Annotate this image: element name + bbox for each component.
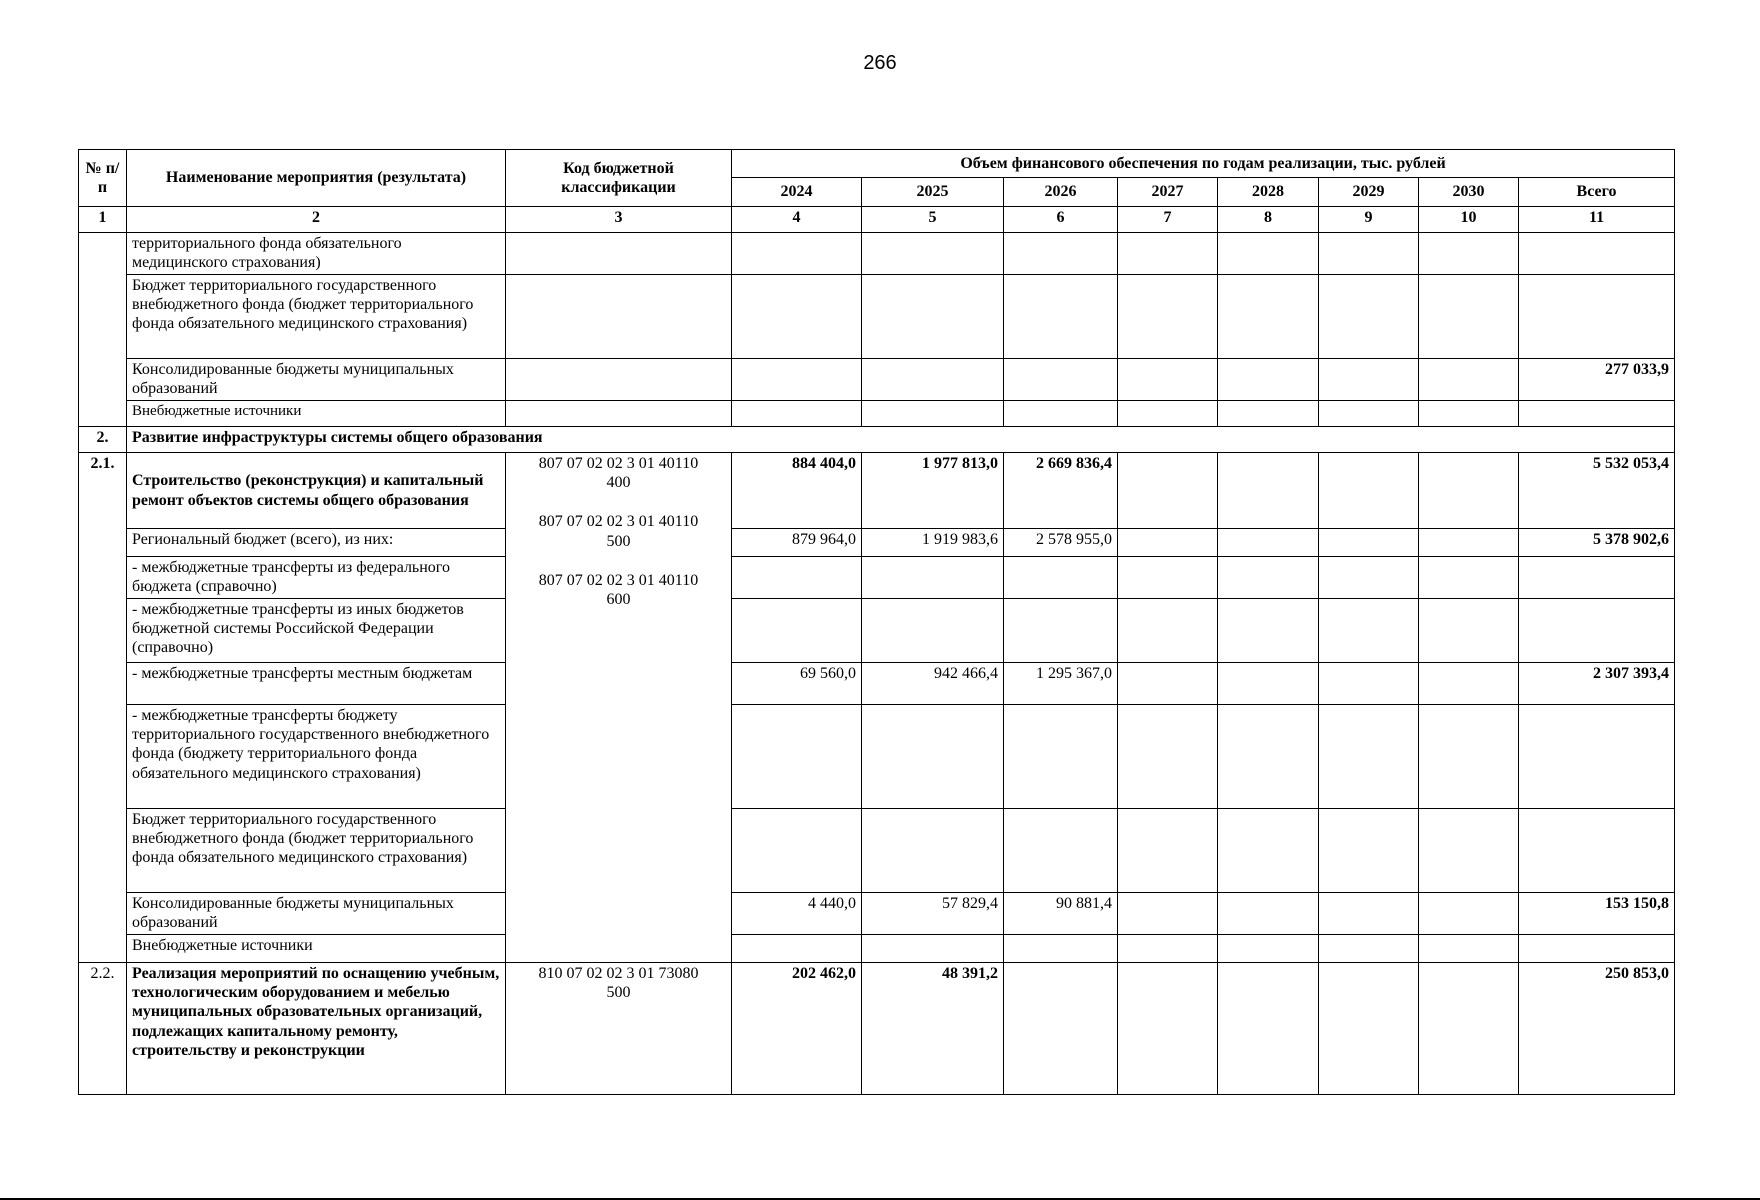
column-number: 9 bbox=[1319, 207, 1419, 233]
value-cell bbox=[1004, 935, 1118, 963]
header-year: 2027 bbox=[1118, 178, 1218, 207]
total-cell: 5 532 053,4 bbox=[1519, 453, 1675, 529]
total-cell: 5 378 902,6 bbox=[1519, 529, 1675, 557]
value-cell: 90 881,4 bbox=[1004, 893, 1118, 935]
table-row bbox=[79, 233, 1675, 275]
table-row bbox=[79, 809, 1675, 893]
value-cell bbox=[1118, 557, 1218, 599]
value-cell bbox=[1319, 529, 1419, 557]
value-cell bbox=[1319, 809, 1419, 893]
value-cell bbox=[1218, 599, 1319, 663]
value-cell: 4 440,0 bbox=[732, 893, 862, 935]
value-cell bbox=[1419, 233, 1519, 275]
budget-code: 400 bbox=[606, 474, 631, 492]
value-cell bbox=[1419, 557, 1519, 599]
table-row bbox=[79, 893, 1675, 935]
table-row bbox=[79, 963, 1675, 1095]
value-cell bbox=[1004, 599, 1118, 663]
section-number: 2. bbox=[79, 427, 127, 453]
budget-table bbox=[78, 149, 1675, 1095]
value-cell bbox=[1218, 935, 1319, 963]
value-cell bbox=[1118, 529, 1218, 557]
value-cell bbox=[1218, 705, 1319, 809]
value-cell bbox=[1218, 453, 1319, 529]
value-cell bbox=[732, 401, 862, 427]
value-cell bbox=[1218, 663, 1319, 705]
column-number: 5 bbox=[862, 207, 1004, 233]
value-cell bbox=[732, 599, 862, 663]
total-cell bbox=[1519, 935, 1675, 963]
row-name: Строительство (реконструкция) и капитальный ремонт объектов системы общего образования bbox=[127, 453, 506, 529]
table-row bbox=[79, 401, 1675, 427]
budget-code-cell bbox=[506, 963, 732, 1095]
value-cell bbox=[732, 557, 862, 599]
value-cell bbox=[1419, 663, 1519, 705]
table-row bbox=[79, 453, 1675, 529]
value-cell bbox=[732, 275, 862, 359]
value-cell bbox=[1419, 705, 1519, 809]
value-cell bbox=[862, 359, 1004, 401]
header-year: 2025 bbox=[862, 178, 1004, 207]
value-cell bbox=[1419, 935, 1519, 963]
value-cell bbox=[1419, 453, 1519, 529]
table-row bbox=[79, 359, 1675, 401]
value-cell bbox=[1118, 705, 1218, 809]
value-cell bbox=[862, 809, 1004, 893]
column-number: 7 bbox=[1118, 207, 1218, 233]
value-cell bbox=[1419, 599, 1519, 663]
total-cell bbox=[1519, 599, 1675, 663]
row-name: Реализация мероприятий по оснащению учебным, технологическим оборудованием и мебелью муниципальных образовательных организаций, подлежащих капитальному ремонту, строительству и реконструкции bbox=[127, 963, 506, 1095]
header-year: 2028 bbox=[1218, 178, 1319, 207]
section-row bbox=[79, 427, 1675, 453]
row-code bbox=[506, 359, 732, 401]
table-row bbox=[79, 275, 1675, 359]
value-cell bbox=[1004, 557, 1118, 599]
value-cell: 202 462,0 bbox=[732, 963, 862, 1095]
value-cell bbox=[862, 599, 1004, 663]
column-number: 11 bbox=[1519, 207, 1675, 233]
item-number: 2.2. bbox=[79, 963, 127, 1095]
value-cell bbox=[862, 557, 1004, 599]
row-code bbox=[506, 401, 732, 427]
table-row bbox=[79, 557, 1675, 599]
header-year: 2024 bbox=[732, 178, 862, 207]
table-row bbox=[79, 663, 1675, 705]
value-cell bbox=[1319, 453, 1419, 529]
header-year: 2030 bbox=[1419, 178, 1519, 207]
value-cell bbox=[1218, 401, 1319, 427]
budget-code: 807 07 02 02 3 01 40110 bbox=[538, 571, 699, 589]
section-title: Развитие инфраструктуры системы общего образования bbox=[127, 427, 1675, 453]
total-cell: 153 150,8 bbox=[1519, 893, 1675, 935]
budget-code: 810 07 02 02 3 01 73080 bbox=[538, 965, 699, 982]
value-cell bbox=[1118, 453, 1218, 529]
value-cell bbox=[1319, 233, 1419, 275]
row-name: Внебюджетные источники bbox=[127, 935, 506, 963]
value-cell bbox=[1004, 401, 1118, 427]
value-cell bbox=[1419, 893, 1519, 935]
table-row bbox=[79, 935, 1675, 963]
value-cell: 2 669 836,4 bbox=[1004, 453, 1118, 529]
value-cell bbox=[1218, 963, 1319, 1095]
value-cell bbox=[1004, 963, 1118, 1095]
value-cell bbox=[732, 935, 862, 963]
value-cell bbox=[1419, 809, 1519, 893]
value-cell bbox=[1319, 599, 1419, 663]
value-cell bbox=[1118, 809, 1218, 893]
header-num: № п/п bbox=[79, 150, 127, 207]
value-cell bbox=[862, 233, 1004, 275]
value-cell: 1 919 983,6 bbox=[862, 529, 1004, 557]
row-code bbox=[506, 233, 732, 275]
value-cell bbox=[1319, 359, 1419, 401]
value-cell bbox=[1319, 557, 1419, 599]
value-cell bbox=[1118, 663, 1218, 705]
budget-code: 807 07 02 02 3 01 40110 bbox=[538, 513, 699, 531]
value-cell: 2 578 955,0 bbox=[1004, 529, 1118, 557]
row-name: Бюджет территориального государственного внебюджетного фонда (бюджет территориального фонда обязательного медицинского страхования) bbox=[127, 275, 506, 359]
value-cell bbox=[1118, 935, 1218, 963]
value-cell bbox=[1118, 275, 1218, 359]
value-cell bbox=[862, 401, 1004, 427]
value-cell bbox=[1218, 233, 1319, 275]
value-cell: 884 404,0 bbox=[732, 453, 862, 529]
table-row bbox=[79, 599, 1675, 663]
column-number: 1 bbox=[79, 207, 127, 233]
value-cell bbox=[1319, 935, 1419, 963]
value-cell bbox=[862, 935, 1004, 963]
value-cell bbox=[1319, 275, 1419, 359]
value-cell bbox=[1419, 275, 1519, 359]
row-name: Бюджет территориального государственного внебюджетного фонда (бюджет территориального фонда обязательного медицинского страхования) bbox=[127, 809, 506, 893]
value-cell bbox=[1218, 529, 1319, 557]
row-code bbox=[506, 275, 732, 359]
value-cell bbox=[1419, 963, 1519, 1095]
value-cell: 1 295 367,0 bbox=[1004, 663, 1118, 705]
value-cell: 1 977 813,0 bbox=[862, 453, 1004, 529]
row-name: - межбюджетные трансферты из федерального бюджета (справочно) bbox=[127, 557, 506, 599]
value-cell bbox=[1419, 529, 1519, 557]
header-name: Наименование мероприятия (результата) bbox=[127, 150, 506, 207]
row-index-empty bbox=[79, 233, 127, 427]
value-cell: 48 391,2 bbox=[862, 963, 1004, 1095]
value-cell bbox=[1004, 705, 1118, 809]
total-cell bbox=[1519, 401, 1675, 427]
value-cell bbox=[1218, 359, 1319, 401]
value-cell bbox=[1319, 705, 1419, 809]
budget-code: 500 bbox=[606, 532, 631, 550]
item-number: 2.1. bbox=[79, 453, 127, 963]
value-cell bbox=[732, 705, 862, 809]
total-cell: 250 853,0 bbox=[1519, 963, 1675, 1095]
value-cell bbox=[1319, 663, 1419, 705]
value-cell bbox=[1004, 359, 1118, 401]
value-cell bbox=[1118, 401, 1218, 427]
value-cell bbox=[732, 809, 862, 893]
value-cell: 879 964,0 bbox=[732, 529, 862, 557]
column-number: 6 bbox=[1004, 207, 1118, 233]
total-cell bbox=[1519, 233, 1675, 275]
value-cell: 942 466,4 bbox=[862, 663, 1004, 705]
budget-code: 807 07 02 02 3 01 40110 bbox=[538, 455, 699, 472]
value-cell bbox=[862, 705, 1004, 809]
value-cell bbox=[732, 359, 862, 401]
value-cell bbox=[1118, 893, 1218, 935]
value-cell bbox=[1118, 233, 1218, 275]
total-cell bbox=[1519, 705, 1675, 809]
total-cell bbox=[1519, 275, 1675, 359]
value-cell bbox=[1118, 359, 1218, 401]
table-row bbox=[79, 705, 1675, 809]
value-cell bbox=[1319, 401, 1419, 427]
value-cell bbox=[1004, 809, 1118, 893]
total-cell bbox=[1519, 809, 1675, 893]
budget-code-cell bbox=[506, 453, 732, 963]
value-cell bbox=[732, 233, 862, 275]
value-cell bbox=[1004, 275, 1118, 359]
budget-code: 500 bbox=[606, 984, 631, 1002]
column-number: 3 bbox=[506, 207, 732, 233]
row-name: - межбюджетные трансферты местным бюджетам bbox=[127, 663, 506, 705]
header-year: 2026 bbox=[1004, 178, 1118, 207]
header-year: 2029 bbox=[1319, 178, 1419, 207]
page-number: 266 bbox=[863, 52, 897, 74]
table-row bbox=[79, 529, 1675, 557]
value-cell bbox=[1118, 599, 1218, 663]
row-name: - межбюджетные трансферты из иных бюджетов бюджетной системы Российской Федерации (справочно) bbox=[127, 599, 506, 663]
header-code: Код бюджетной классификации bbox=[506, 150, 732, 207]
column-number-row bbox=[79, 207, 1675, 233]
value-cell bbox=[1319, 893, 1419, 935]
row-name: Внебюджетные источники bbox=[127, 401, 506, 427]
value-cell bbox=[1218, 557, 1319, 599]
value-cell bbox=[1004, 233, 1118, 275]
value-cell: 57 829,4 bbox=[862, 893, 1004, 935]
value-cell bbox=[1419, 401, 1519, 427]
row-name: - межбюджетные трансферты бюджету территориального государственного внебюджетного фонда (бюджету территориального фонда обязательного медицинского страхования) bbox=[127, 705, 506, 809]
value-cell bbox=[1419, 359, 1519, 401]
value-cell bbox=[862, 275, 1004, 359]
header-total: Всего bbox=[1519, 178, 1675, 207]
row-name: территориального фонда обязательного медицинского страхования) bbox=[127, 233, 506, 275]
value-cell bbox=[1218, 809, 1319, 893]
row-name: Консолидированные бюджеты муниципальных образований bbox=[127, 359, 506, 401]
row-name: Консолидированные бюджеты муниципальных образований bbox=[127, 893, 506, 935]
value-cell bbox=[1319, 963, 1419, 1095]
column-number: 2 bbox=[127, 207, 506, 233]
value-cell bbox=[1218, 893, 1319, 935]
total-cell: 2 307 393,4 bbox=[1519, 663, 1675, 705]
column-number: 10 bbox=[1419, 207, 1519, 233]
value-cell bbox=[1218, 275, 1319, 359]
column-number: 8 bbox=[1218, 207, 1319, 233]
total-cell: 277 033,9 bbox=[1519, 359, 1675, 401]
header-volume: Объем финансового обеспечения по годам реализации, тыс. рублей bbox=[732, 150, 1675, 178]
value-cell: 69 560,0 bbox=[732, 663, 862, 705]
total-cell bbox=[1519, 557, 1675, 599]
row-name: Региональный бюджет (всего), из них: bbox=[127, 529, 506, 557]
budget-code: 600 bbox=[606, 590, 631, 608]
column-number: 4 bbox=[732, 207, 862, 233]
value-cell bbox=[1118, 963, 1218, 1095]
